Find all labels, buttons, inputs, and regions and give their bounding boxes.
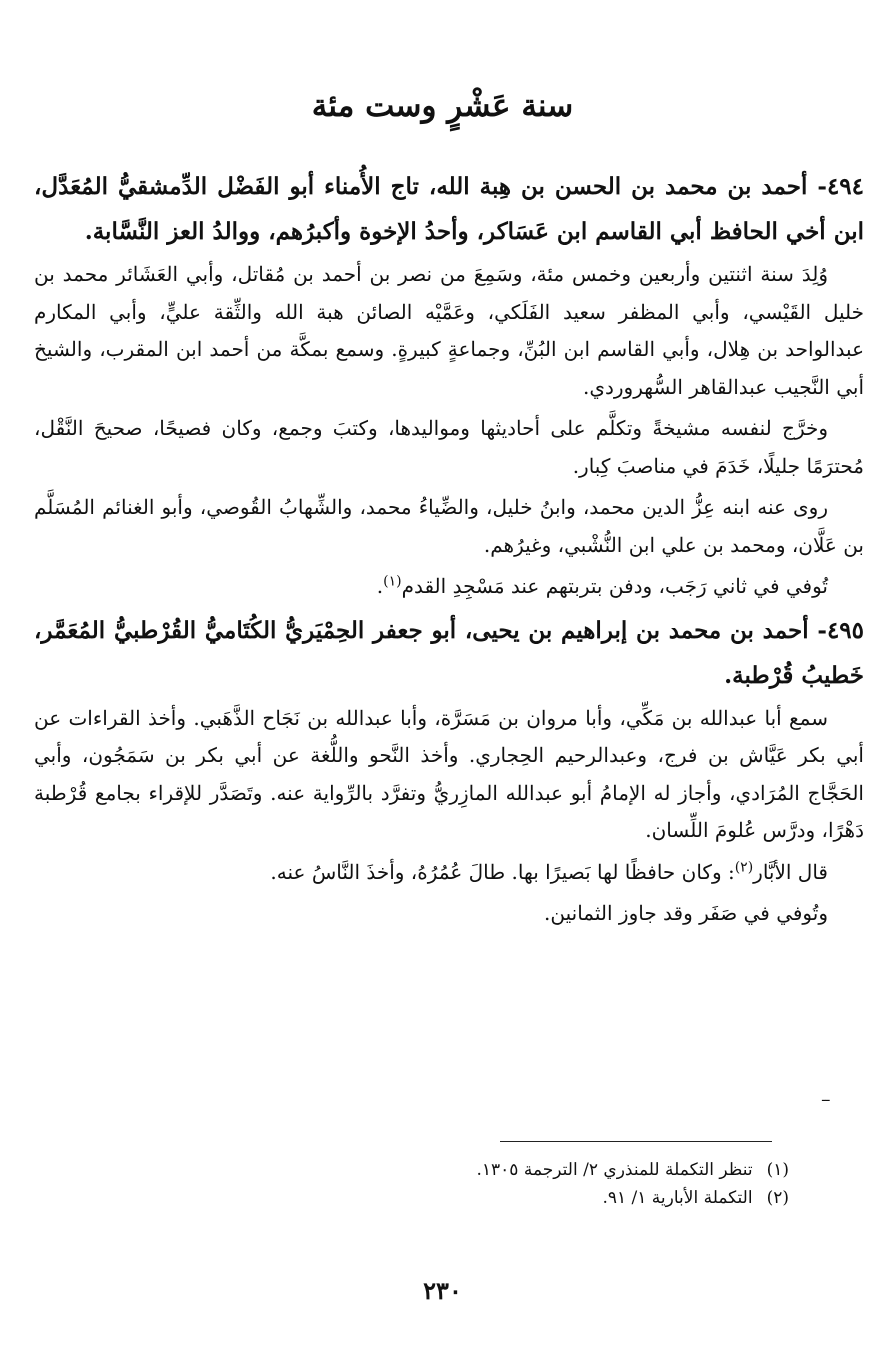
entry-494-death-text: تُوفي في ثاني رَجَب، ودفن بتربتهم عند مَسْجِدِ القدم [401, 574, 828, 598]
entry-494-paragraph-narrators: روى عنه ابنه عِزُّ الدين محمد، وابنُ خليل، والضِّياءُ محمد، والشِّهابُ القُوصي، وأبو الغنائم المُسَلَّم بن عَلَّان، ومحمد بن علي ابن النُّشْبي، وغيرُهم. [34, 495, 864, 557]
entry-494-paragraph-death [34, 568, 864, 606]
main-text [34, 164, 864, 933]
footnote-ref-2[interactable]: (٢) [734, 858, 754, 875]
footnote-2-number: (٢) [766, 1188, 789, 1208]
footnote-2-text: التكملة الأبارية ١/ ٩١. [602, 1188, 753, 1208]
entry-495-heading: ٤٩٥- أحمد بن محمد بن إبراهيم بن يحيى، أبو جعفر الحِمْيَريُّ الكُتَاميُّ القُرْطبيُّ المُعَمَّر، خَطيبُ قُرْطبة. [34, 616, 864, 689]
entry-495-paragraph-teachers: سمع أبا عبدالله بن مَكِّي، وأبا مروان بن مَسَرَّة، وأبا عبدالله بن نَجَاح الذَّهَبي. وأخذ القراءات عن أبي بكر عَيَّاش بن فرج، وعبدالرحيم الحِجاري. وأخذ النَّحو واللُّغة عن أبي بكر بن سَمَجُون، وأبي الحَجَّاج المُرَادي، وأجاز له الإمامُ أبو عبدالله المازِريُّ وتفرَّد بالرِّواية عنه. وتَصَدَّر للإقراء بجامع قُرْطبة دَهْرًا، ودرَّس عُلومَ اللِّسان. [34, 705, 864, 842]
entry-495-quote-text: : وكان حافظًا لها بَصيرًا بها. طالَ عُمُرُهُ، وأخذَ النَّاسُ عنه. [270, 859, 735, 884]
footnote-1-number: (١) [766, 1160, 789, 1180]
footnote-1-text: تنظر التكملة للمنذري ٢/ الترجمة ١٣٠٥. [476, 1160, 753, 1180]
entry-495-paragraph-quote [34, 854, 864, 892]
entry-494-death-end: . [376, 574, 384, 598]
entry-494-paragraph-works: وخرَّج لنفسه مشيخةً وتكلَّم على أحاديثها ومواليدها، وكتبَ وجمع، وكان فصيحًا، صحيحَ النَّقْل، مُحترَمًا جليلًا، خَدَمَ في مناصبَ كِبار. [34, 416, 864, 478]
footnotes [89, 1156, 789, 1212]
footnote-1 [89, 1156, 789, 1184]
footnote-separator [500, 1141, 772, 1142]
page-number: ٢٣٠ [423, 1276, 462, 1305]
margin-mark: ــ [822, 1090, 830, 1105]
page-title: سنة عَشْرٍ وست مئة [311, 88, 574, 124]
footnote-2 [89, 1184, 789, 1212]
entry-495-paragraph-death: وتُوفي في صَفَر وقد جاوز الثمانين. [544, 901, 828, 925]
footnote-ref-1[interactable]: (١) [383, 573, 402, 590]
entry-494-paragraph-birth: وُلِدَ سنة اثنتين وأربعين وخمس مئة، وسَمِعَ من نصر بن أحمد بن مُقاتل، وأبي العَشَائر محمد بن خليل القَيْسي، وأبي المظفر سعيد الفَلَكي، وعَمَّيْه الصائن هبة الله والثِّقة عليٍّ، وأبي المكارم عبدالواحد بن هِلال، وأبي القاسم ابن البُنِّ، وجماعةٍ كبيرةٍ. وسمع بمكَّة من أحمد ابن المقرب، والشيخ أبي النَّجيب عبدالقاهر السُّهروردي. [34, 262, 864, 399]
entry-494-heading: ٤٩٤- أحمد بن محمد بن الحسن بن هِبة الله، تاج الأُمناء أبو الفَضْل الدِّمشقيُّ المُعَدَّل، ابن أخي الحافظ أبي القاسم ابن عَسَاكر، وأحدُ الإخوة وأكبرُهم، ووالدُ العز النَّسَّابة. [34, 173, 864, 245]
entry-495-quote-source: قال الأبَّار [753, 859, 828, 884]
